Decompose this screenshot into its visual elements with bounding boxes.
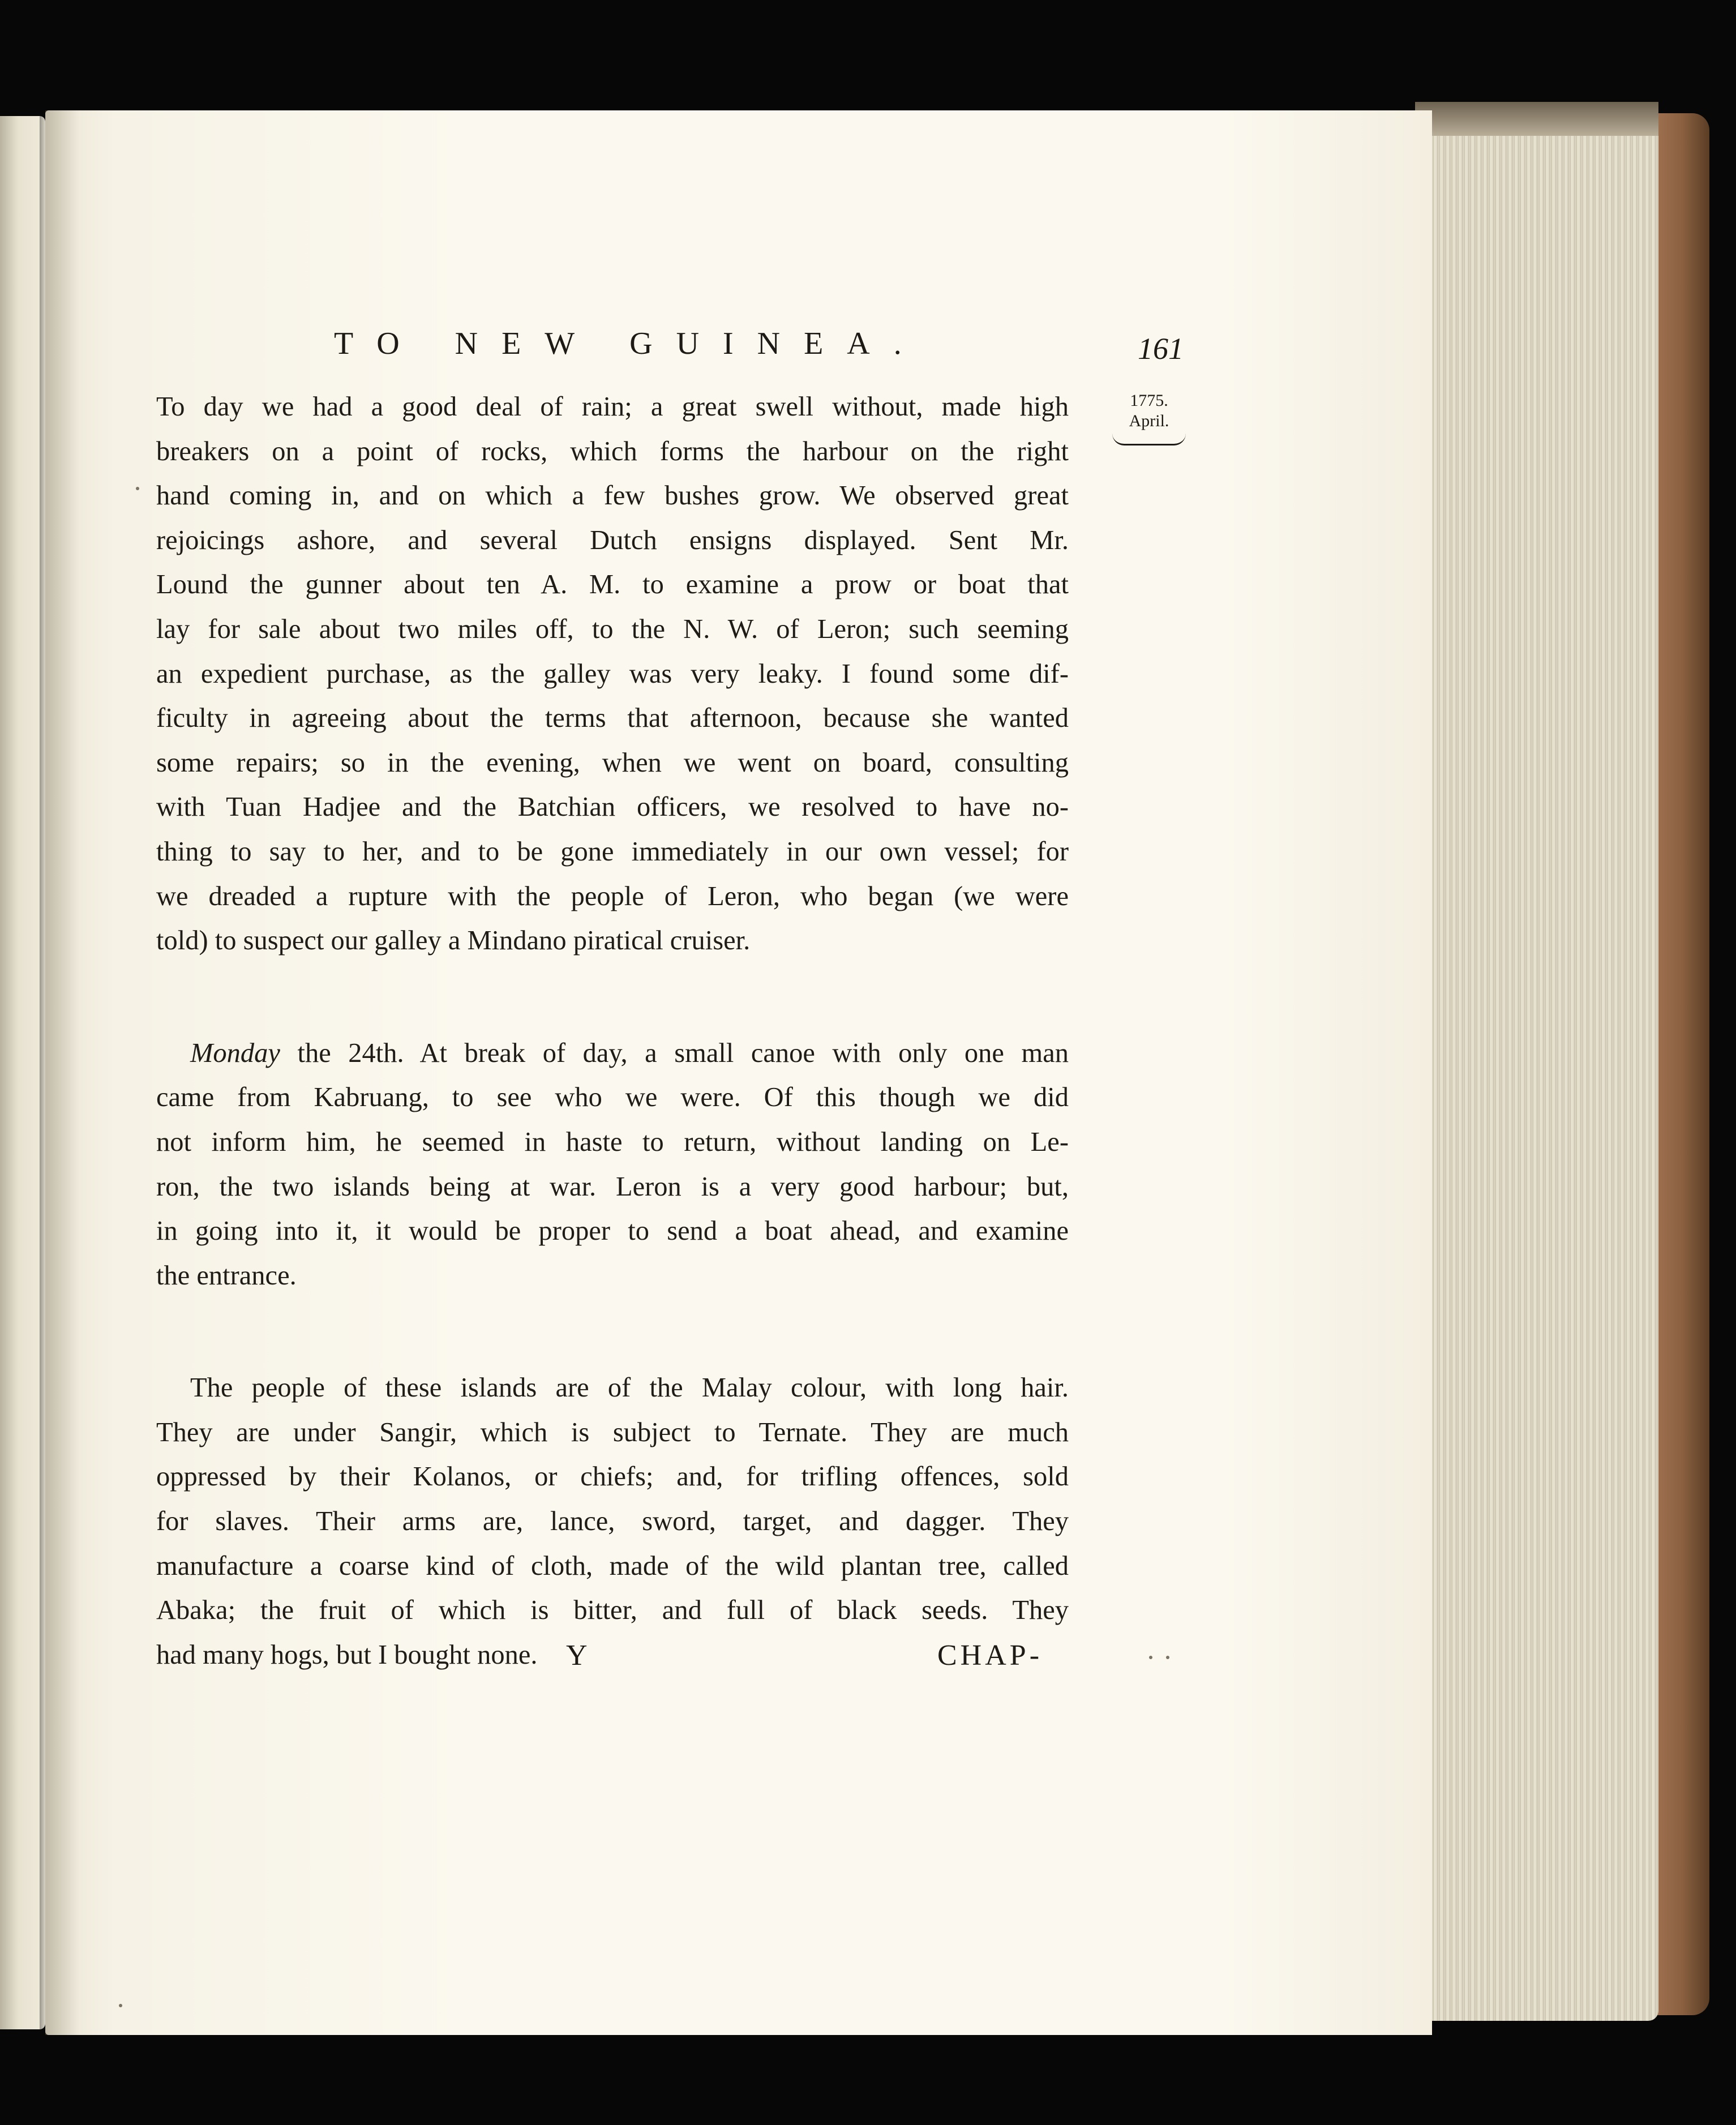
text-line: an expedient purchase, as the galley was very leaky. I found some dif- (156, 658, 1069, 689)
text-line: To day we had a good deal of rain; a great swell without, made high (156, 392, 1069, 422)
page-header (0, 325, 1736, 371)
catchword: CHAP- (937, 1639, 1043, 1672)
text-line: not inform him, he seemed in haste to return, without landing on Le- (156, 1126, 1069, 1157)
specks (119, 2004, 122, 2007)
text-line: Abaka; the fruit of which is bitter, and full of black seeds. They (156, 1595, 1069, 1626)
text-line: ficulty in agreeing about the terms that afternoon, because she wanted (156, 703, 1069, 734)
text-line: lay for sale about two miles off, to the N. W. of Leron; such seeming (156, 614, 1069, 644)
text-line: breakers on a point of rocks, which forms the harbour on the right (156, 436, 1069, 466)
text-line: They are under Sangir, which is subject to Ternate. They are much (156, 1417, 1069, 1447)
text-line: came from Kabruang, to see who we were. Of this though we did (156, 1082, 1069, 1113)
text-line: for slaves. Their arms are, lance, sword, target, and dagger. They (156, 1506, 1069, 1537)
page-number: 161 (1138, 332, 1184, 366)
paragraph-gap (156, 963, 1069, 1031)
paragraph-1 (156, 385, 1069, 963)
specks (1166, 1656, 1169, 1659)
text-line: oppressed by their Kolanos, or chiefs; and, for trifling offences, sold (156, 1462, 1069, 1492)
margin-note (1109, 391, 1189, 445)
signature-mark: Y (566, 1639, 590, 1672)
paragraph-gap (156, 1298, 1069, 1366)
paragraph-3 (156, 1366, 1069, 1677)
text-line: the entrance. (156, 1260, 297, 1291)
specks (1149, 1656, 1152, 1659)
body-text (156, 385, 1069, 1677)
margin-note-year: 1775. (1130, 391, 1168, 410)
page-footer (0, 1639, 1736, 1684)
text-line: thing to say to her, and to be gone immediately in our own vessel; for (156, 836, 1069, 867)
margin-brace (1112, 434, 1186, 445)
text-line: we dreaded a rupture with the people of Leron, who began (we were (156, 881, 1069, 911)
text-line: hand coming in, and on which a few bushes grow. We observed great (156, 481, 1069, 511)
text-line: manufacture a coarse kind of cloth, made of the wild plantan tree, called (156, 1550, 1069, 1581)
text-line: Lound the gunner about ten A. M. to examine a prow or boat that (156, 569, 1069, 600)
page-edges (1415, 102, 1658, 2021)
previous-page-edge (0, 116, 45, 2029)
paragraph-2 (156, 1031, 1069, 1299)
running-head: TO NEW GUINEA. (334, 326, 925, 361)
text-line: The people of these islands are of the Malay colour, with long hair. (190, 1373, 1069, 1403)
margin-note-month: April. (1129, 412, 1169, 430)
italic-day: Monday (190, 1038, 280, 1068)
text-line: had many hogs, but I bought none. (156, 1639, 538, 1670)
text-line: rejoicings ashore, and several Dutch ensigns displayed. Sent Mr. (156, 525, 1069, 555)
text-line: with Tuan Hadjee and the Batchian officers, we resolved to have no- (156, 792, 1069, 822)
text-line-rest: the 24th. At break of day, a small canoe with only one man (280, 1038, 1069, 1068)
text-line: ron, the two islands being at war. Leron is a very good harbour; but, (156, 1171, 1069, 1202)
text-line (156, 1031, 1069, 1076)
specks (136, 487, 139, 490)
text-line: some repairs; so in the evening, when we went on board, consulting (156, 747, 1069, 778)
text-line: in going into it, it would be proper to send a boat ahead, and examine (156, 1216, 1069, 1246)
text-line: told) to suspect our galley a Mindano piratical cruiser. (156, 926, 751, 956)
